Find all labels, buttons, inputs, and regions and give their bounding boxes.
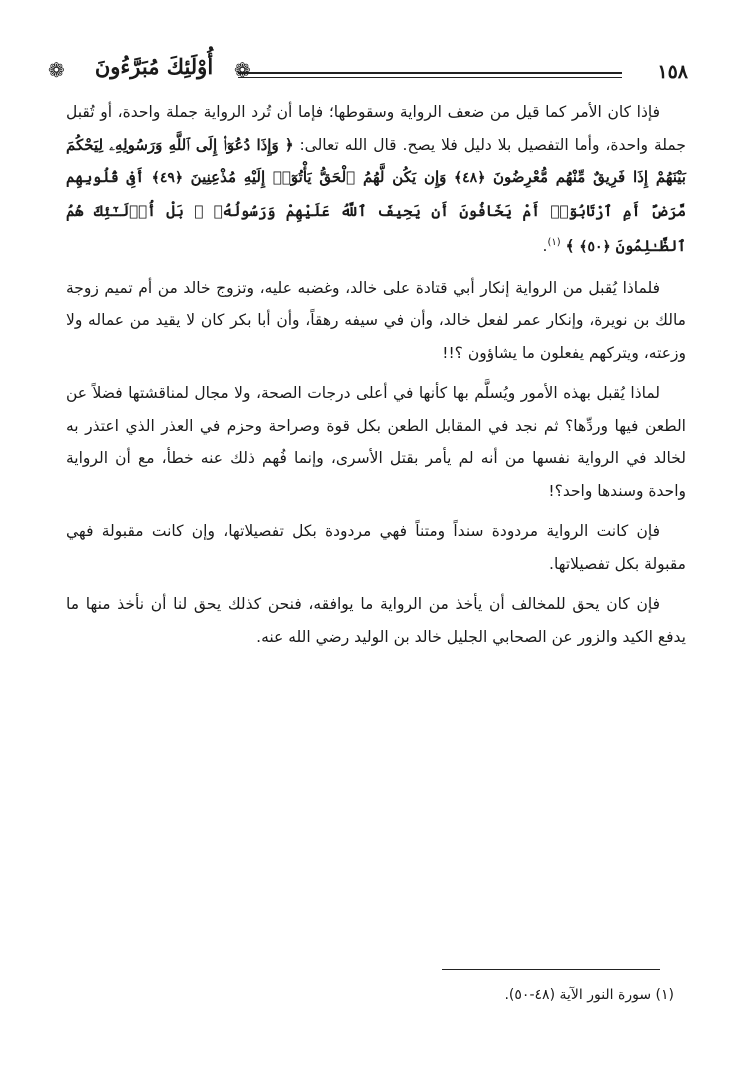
paragraph-end: . — [542, 237, 548, 256]
paragraph: فإن كان يحق للمخالف أن يأخذ من الرواية ما يوافقه، فنحن كذلك يحق لنا أن نأخذ منها ما يدفع الكيد والزور عن الصحابي الجليل خالد بن الوليد رضي الله عنه. — [66, 595, 686, 646]
paragraph — [66, 96, 686, 264]
paragraph: فإن كانت الرواية مردودة سنداً ومتناً فهي مردودة بكل تفصيلاتها، وإن كانت مقبولة فهي مقبولة بكل تفصيلاتها. — [66, 522, 686, 573]
running-title: أُوْلَئِكَ مُبَرَّءُونَ — [94, 54, 214, 79]
footnote-reference[interactable]: (١) — [547, 237, 561, 248]
flower-ornament-icon: ❁ — [234, 58, 251, 82]
paragraph: فلماذا يُقبل من الرواية إنكار أبي قتادة على خالد، وغضبه عليه، وتزوج خالد من أم تميم زوجة مالك بن نويرة، وإنكار عمر لفعل خالد، وأن في سيفه رهقاً، وأن أبا بكر كان لا يقيد من عماله ولا وزعته، ويتركهم يفعلون ما يشاؤون ؟!! — [66, 278, 686, 362]
paragraph: لماذا يُقبل بهذه الأمور ويُسلَّم بها كأنها في أعلى درجات الصحة، ولا مجال لمناقشتها فضلاً عن الطعن فيها وردِّها؟ ثم نجد في المقابل الطعن بكل قوة وصراحة وحزم في العذر الذي اعتذر به لخالد في الرواية نفسها من أنه لم يأمر بقتل الأسرى، وإنما فُهم ذلك عنه خطأ، مع أن الرواية واحدة وسندها واحد؟! — [66, 384, 686, 500]
body-text — [66, 96, 686, 661]
paragraph-text: فإذا كان الأمر كما قيل من ضعف الرواية وسقوطها؛ فإما أن تُرد الرواية جملة واحدة، أو تُقبل جملة واحدة، وأما التفصيل بلا دليل فلا يصح. قال الله تعالى: — [66, 103, 686, 154]
footnote: (١) سورة النور الآية (٤٨-٥٠). — [504, 987, 674, 1003]
ayah-number: ﴿٤٨﴾ — [453, 170, 486, 186]
quran-bracket: ﴾ — [565, 237, 575, 256]
header-rule — [238, 72, 622, 78]
flower-ornament-icon: ❁ — [48, 58, 65, 82]
quran-bracket: ﴿ — [284, 135, 294, 154]
ayah-number: ﴿٥٠﴾ — [579, 239, 611, 256]
quran-verse: وَإِن يَكُن لَّهُمُ ٱلْحَقُّ يَأْتُوٓا۟ إِلَيْهِ مُذْعِنِينَ — [190, 168, 447, 186]
ayah-number: ﴿٤٩﴾ — [151, 170, 184, 186]
page-number: ١٥٨ — [657, 61, 688, 83]
page-header — [48, 50, 688, 94]
footnote-separator — [442, 969, 660, 970]
quran-verse: أَفِى قُلُوبِهِم مَّرَضٌ أَمِ ٱرْتَابُوٓا۟ أَمْ يَخَافُونَ أَن يَحِيفَ ٱللَّهُ عَلَيْهِمْ وَرَسُولُهُۥ ۚ بَلْ أُو۟لَـٰٓئِكَ هُمُ ٱلظَّـٰلِمُونَ — [66, 168, 686, 256]
quran-verse: وَإِذَا دُعُوٓا۟ إِلَى ٱللَّهِ وَرَسُولِهِۦ لِيَحْكُمَ بَيْنَهُمْ إِذَا فَرِيقٌ مِّنْهُم مُّعْرِضُونَ — [66, 135, 686, 186]
